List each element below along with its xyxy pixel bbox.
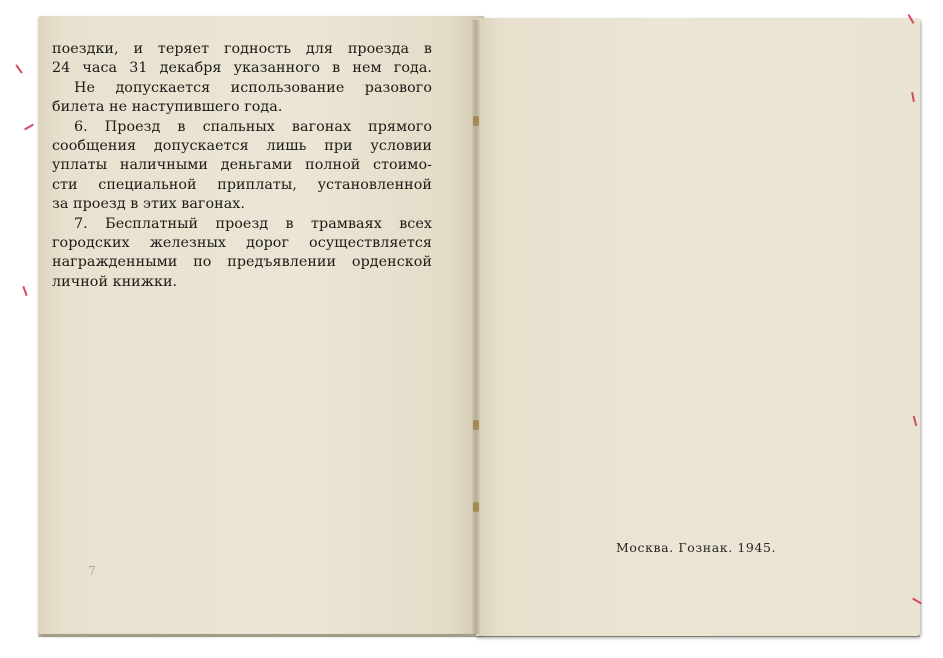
text-line: 7. Бесплатный проезд в трамваях всех [74,215,432,232]
publisher-imprint: Москва. Гознак. 1945. [616,540,777,555]
text-line: награжденными по предъявлении орденской [52,254,432,271]
booklet-spine [472,20,480,634]
staple [473,502,479,512]
text-line: за проезд в этих вагонах. [52,196,245,213]
text-line: городских железных дорог осуществляется [52,235,432,252]
text-line: билета не наступившего года. [52,99,283,116]
text-line: личной книжки. [52,273,178,290]
staple [473,116,479,126]
binding-thread [22,286,27,296]
text-line: Не допускается использование разового [74,79,432,96]
text-line: 24 часа 31 декабря указанного в нем года. [52,60,432,77]
binding-thread [15,64,22,73]
staple [473,420,479,430]
text-line: поездки, и теряет годность для проезда в [52,41,432,57]
text-line: 6. Проезд в спальных вагонах прямого [74,118,432,135]
text-line: сообщения допускается лишь при условии [52,138,432,155]
text-line: уплаты наличными деньгами полной стоимо- [52,157,432,174]
page-number: 7 [88,564,96,578]
text-line: сти специальной приплаты, установленной [52,176,432,193]
left-page-text [52,40,432,292]
